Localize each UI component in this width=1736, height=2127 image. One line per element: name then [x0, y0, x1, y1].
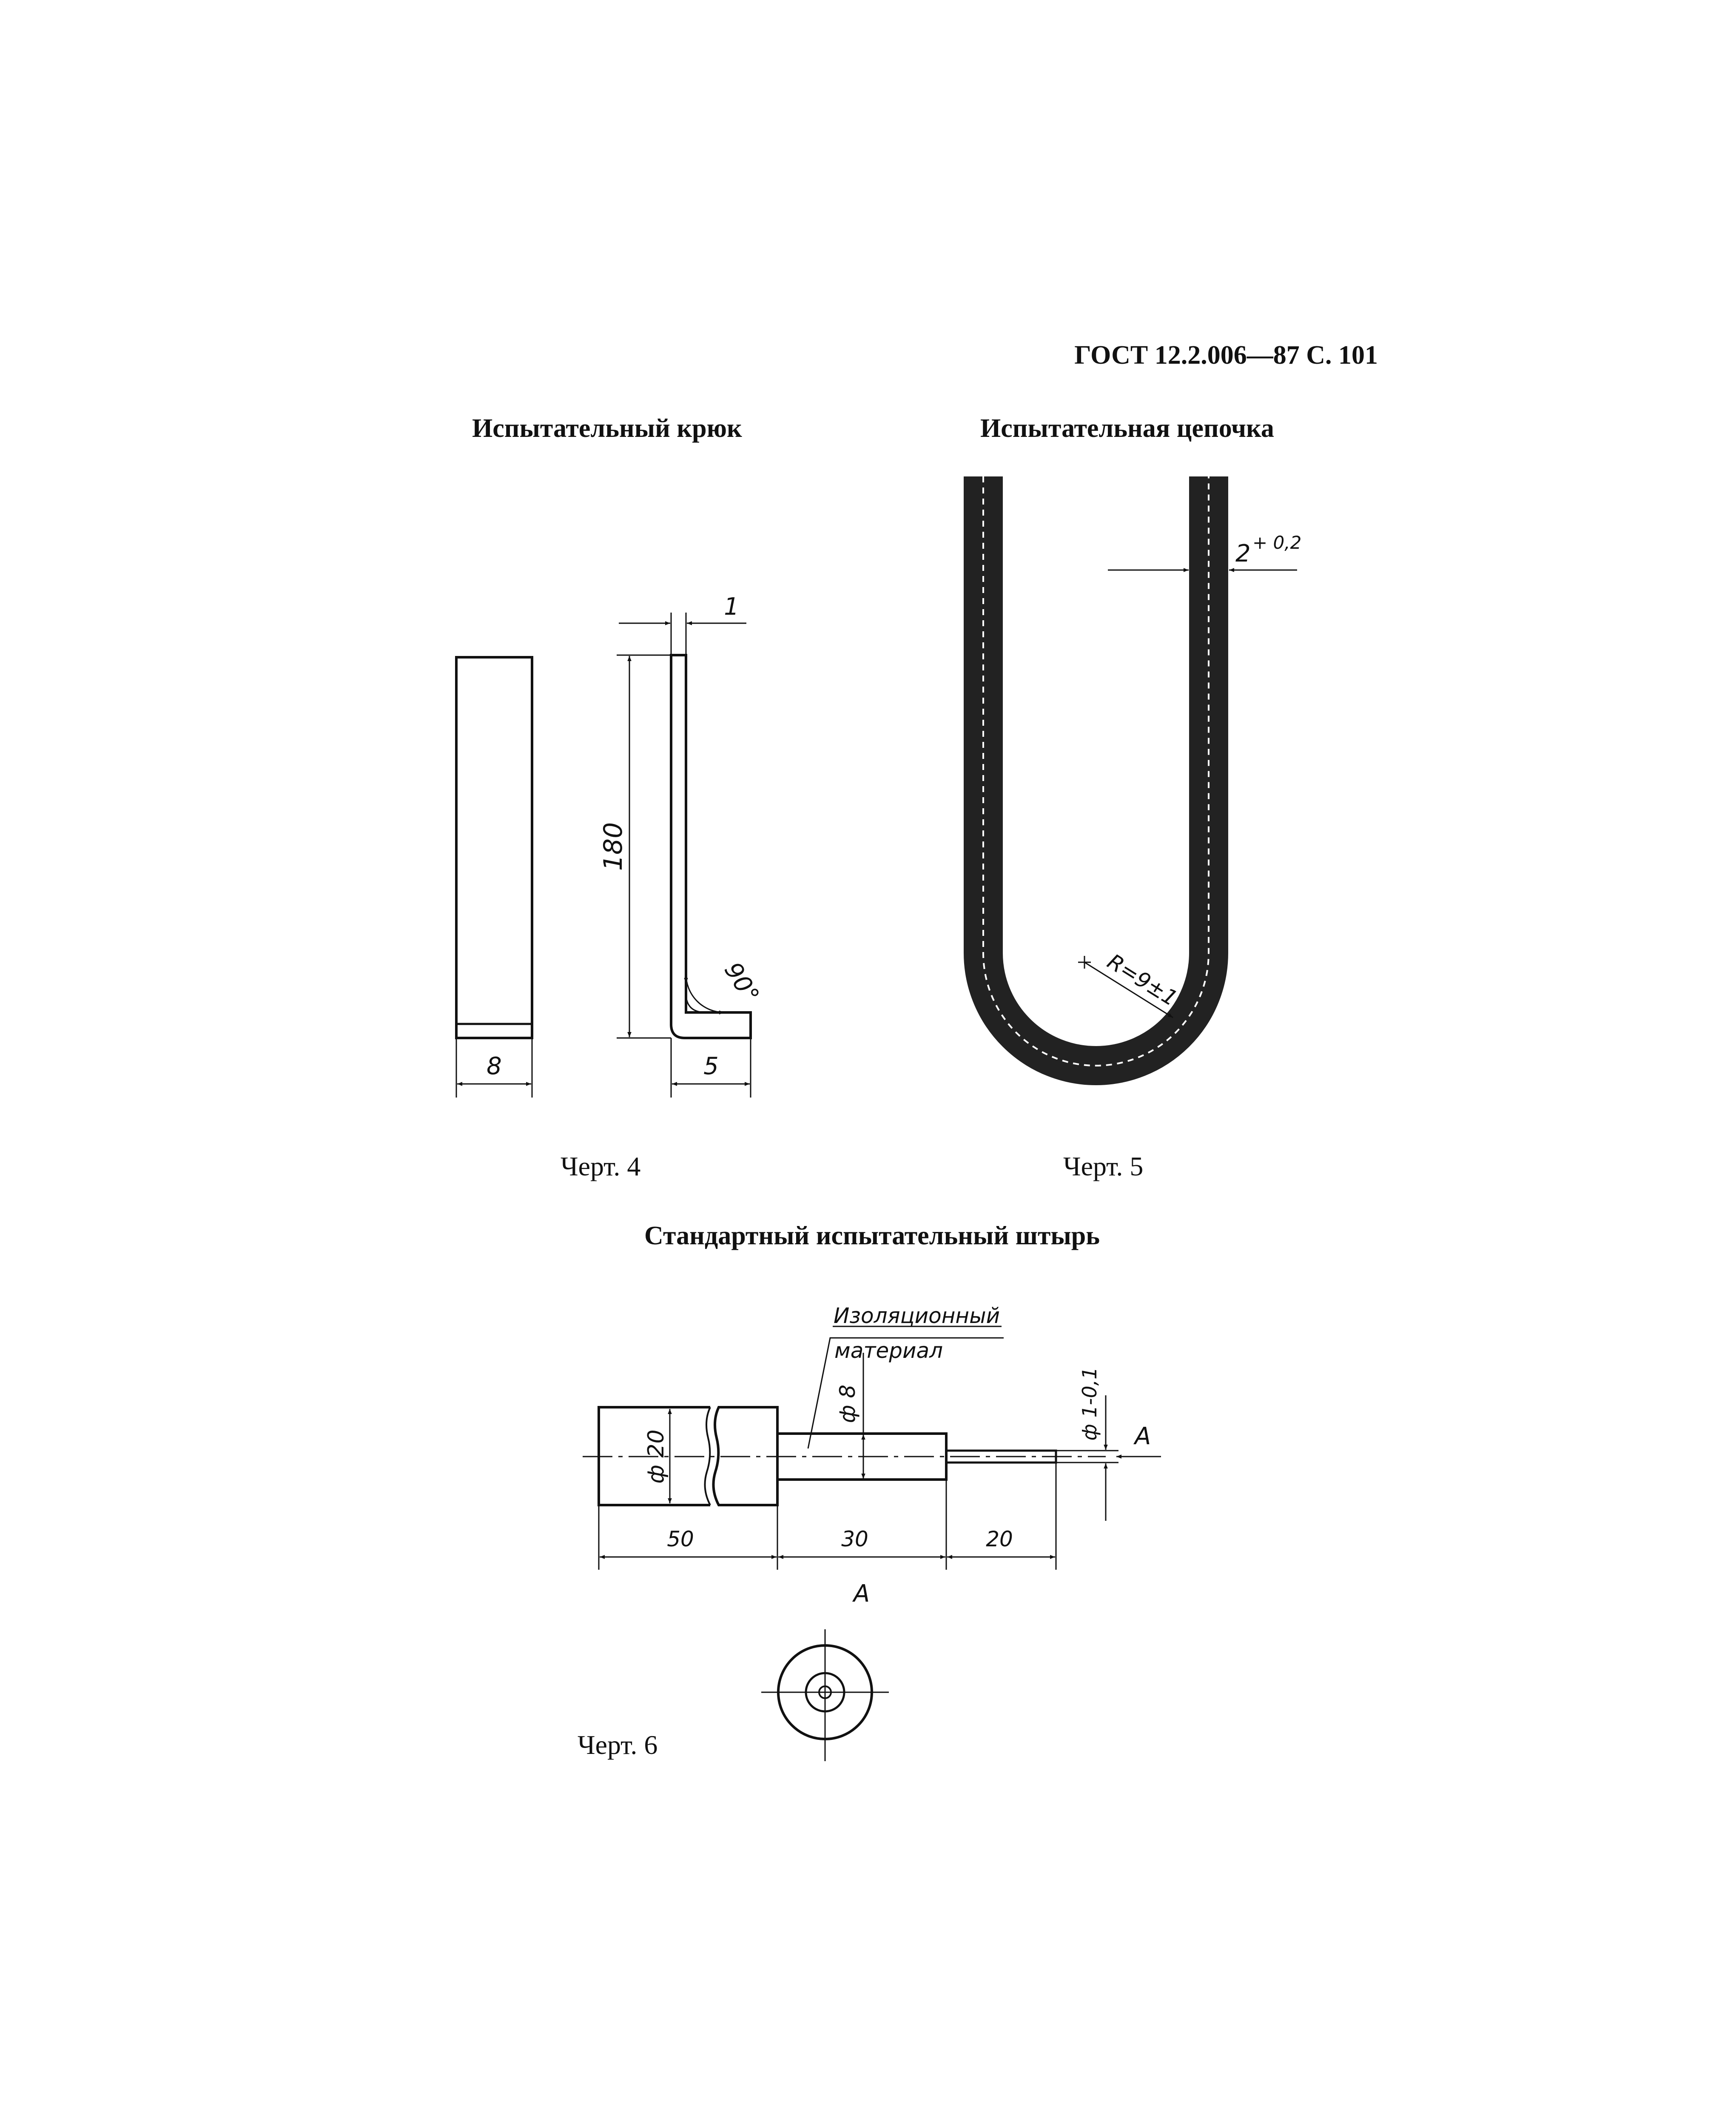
- dim-front-width: 8: [487, 1052, 502, 1080]
- dim-foot: 5: [703, 1052, 719, 1080]
- chain-outline: [983, 476, 1209, 1066]
- hook-front-view: [456, 657, 532, 1038]
- dim-chain-tolerance: + 0,2: [1252, 532, 1302, 553]
- view-a-label: A: [853, 1580, 870, 1608]
- dim-dia-insulation: ф 8: [835, 1384, 860, 1423]
- dim-len-insulation: 30: [841, 1527, 868, 1551]
- view-a-drawing: [761, 1629, 889, 1761]
- figure5-caption: Черт. 5: [1063, 1151, 1144, 1181]
- chain-links: [983, 476, 1209, 1066]
- test-chain-drawing: [983, 476, 1301, 1066]
- dim-thickness: 1: [724, 593, 739, 621]
- figure4-caption: Черт. 4: [561, 1151, 641, 1181]
- dim-len-pin: 20: [986, 1527, 1013, 1551]
- dim-angle-arc: [686, 974, 724, 1012]
- dim-dia-handle: ф 20: [643, 1429, 669, 1484]
- page-header: ГОСТ 12.2.006—87 С. 101: [1074, 341, 1378, 370]
- dim-dia-pin: ф 1-0,1: [1078, 1367, 1101, 1441]
- dim-len-handle: 50: [667, 1527, 694, 1551]
- figure6-title: Стандартный испытательный штырь: [644, 1221, 1100, 1250]
- figure5-title: Испытательная цепочка: [980, 414, 1274, 443]
- leader-text-line1: Изоляционный: [834, 1303, 1000, 1328]
- figure6-caption: Черт. 6: [578, 1730, 658, 1760]
- dim-radius: R=9±1: [1103, 949, 1182, 1011]
- figure4-title: Испытательный крюк: [472, 414, 742, 443]
- leader-text-line2: материал: [834, 1338, 943, 1363]
- dim-chain-width: 2: [1235, 540, 1251, 567]
- view-arrow-label: A: [1135, 1423, 1151, 1450]
- dim-angle: 90°: [718, 957, 765, 1008]
- test-pin-drawing: [583, 1303, 1161, 1761]
- test-hook-drawing: [456, 593, 765, 1098]
- dim-height: 180: [598, 822, 628, 871]
